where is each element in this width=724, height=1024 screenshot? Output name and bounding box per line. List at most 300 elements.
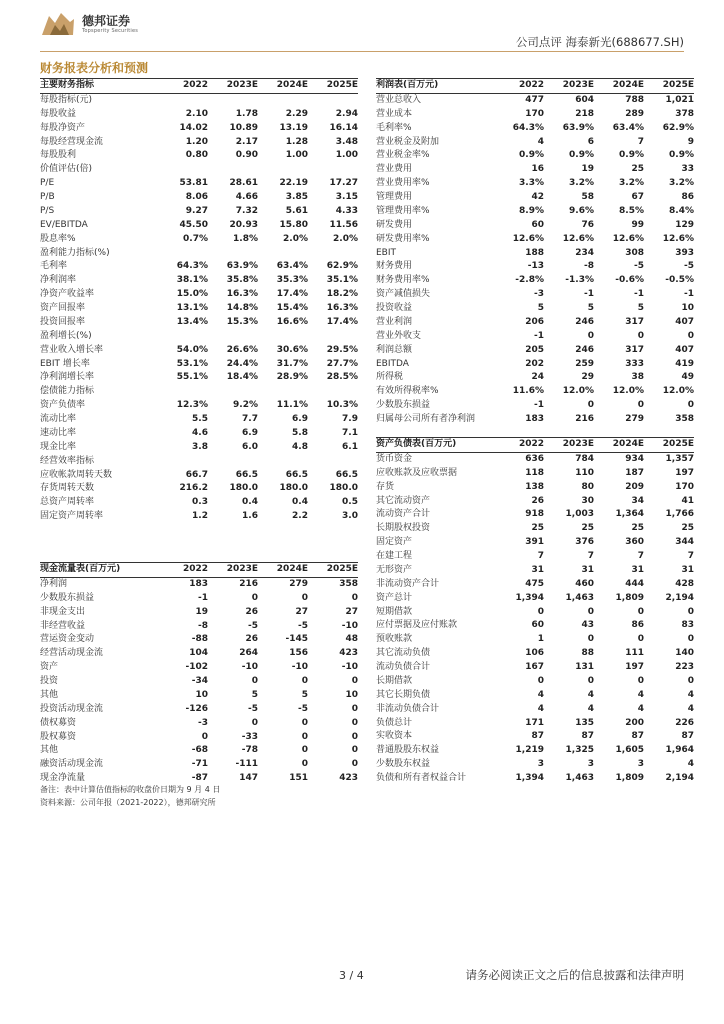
cell-value: 378 (675, 108, 694, 119)
cell-value: 226 (675, 717, 694, 728)
table-title: 现金流量表(百万元) (40, 563, 158, 578)
cell-value: 0 (201, 731, 208, 742)
cell-value: 20.93 (229, 219, 258, 230)
column-header: 2023E (544, 79, 594, 94)
cell-value: 31 (531, 564, 544, 575)
cell-value: 1.6 (242, 511, 258, 522)
row-label: 营业收入增长率 (40, 344, 104, 355)
cell-value: -5 (298, 703, 308, 714)
row-label: 总资产周转率 (40, 497, 95, 508)
cell-value: 18.2% (326, 289, 358, 300)
cell-value: 279 (625, 414, 644, 424)
cell-value: 0 (537, 606, 544, 617)
cell-value: 5.61 (285, 205, 308, 216)
row-label: 债权募资 (40, 717, 77, 728)
cell-value: 423 (339, 648, 358, 659)
cell-value: 0 (687, 330, 694, 341)
row-label: 营业费用 (376, 164, 413, 175)
cell-value: 6.9 (292, 414, 308, 424)
table-row (376, 330, 694, 344)
cell-value: 3.85 (285, 192, 308, 202)
cell-value: 0.7% (183, 233, 208, 244)
cell-value: 156 (289, 648, 308, 659)
row-label: 资产回报率 (40, 303, 86, 313)
cell-value: 26.6% (226, 344, 258, 355)
row-label: 投资活动现金流 (40, 703, 104, 714)
table-row (40, 344, 358, 358)
cell-value: -10 (341, 662, 358, 673)
cell-value: 66.7 (185, 469, 208, 480)
cell-value: 7 (537, 551, 544, 561)
cell-value: 87 (581, 731, 594, 742)
cell-value: 5 (587, 303, 594, 313)
table-row (40, 731, 358, 745)
row-label: 营业总收入 (376, 94, 422, 105)
cell-value: 317 (625, 316, 644, 327)
cell-value: 53.81 (179, 178, 208, 189)
cell-value: 0 (587, 606, 594, 617)
cell-value: 86 (631, 620, 644, 631)
cell-value: -34 (191, 676, 208, 686)
table-row (40, 689, 358, 703)
row-label: 股权募资 (40, 731, 77, 742)
cell-value: 1,364 (615, 509, 644, 520)
cell-value: 0 (587, 400, 594, 411)
cell-value (258, 330, 308, 344)
row-label: 存货周转天数 (40, 483, 95, 494)
cell-value: 0 (687, 634, 694, 645)
cell-value: 12.6% (662, 233, 694, 244)
cell-value: 31.7% (276, 358, 308, 369)
table-row (40, 413, 358, 427)
cell-value: 475 (525, 578, 544, 589)
table-row (40, 399, 358, 413)
cell-value (208, 330, 258, 344)
cell-value: 111 (625, 648, 644, 659)
row-label: 研发费用率% (376, 233, 430, 244)
cell-value: 4 (637, 703, 644, 714)
cell-value: 35.8% (226, 275, 258, 286)
table-title: 资产负债表(百万元) (376, 438, 494, 453)
table-row (376, 758, 694, 772)
cell-value: 407 (675, 344, 694, 355)
cell-value: -5 (298, 620, 308, 631)
cell-value: 7 (637, 551, 644, 561)
row-label: 每股股利 (40, 150, 77, 161)
cell-value: 25 (631, 523, 644, 534)
table-row (376, 772, 694, 786)
cell-value: 42 (531, 192, 544, 202)
cell-value: 3 (587, 759, 594, 770)
cell-value: 9.27 (185, 205, 208, 216)
column-header: 2023E (208, 563, 258, 578)
cell-value: 135 (575, 717, 594, 728)
cell-value: 1,809 (615, 773, 644, 783)
cell-value: 43 (581, 620, 594, 631)
cell-value: 0 (637, 330, 644, 341)
cell-value: 35.3% (276, 275, 308, 286)
cell-value: 106 (525, 648, 544, 659)
cell-value: 2.94 (335, 108, 358, 119)
cell-value (308, 93, 358, 107)
cell-value: 784 (575, 453, 594, 464)
table-row (376, 578, 694, 592)
row-label: 应收帐款周转天数 (40, 469, 113, 480)
table-row (376, 247, 694, 261)
row-label: 偿债能力指标 (40, 386, 95, 397)
cell-value: -5 (684, 261, 694, 272)
table-row (40, 758, 358, 772)
cell-value: 66.5 (235, 469, 258, 480)
cell-value: -1 (684, 289, 694, 300)
cell-value: 24.4% (226, 358, 258, 369)
cell-value: 13.4% (176, 316, 208, 327)
cell-value: 197 (625, 662, 644, 672)
table-row (376, 619, 694, 633)
cell-value: 14.8% (226, 303, 258, 313)
row-label: 普通股股东权益 (376, 745, 440, 756)
cell-value: -0.5% (665, 275, 694, 286)
row-label: 每股指标(元) (40, 94, 93, 105)
cell-value: 0 (301, 676, 308, 686)
table-row (40, 122, 358, 136)
cell-value: 1,964 (665, 745, 694, 756)
row-label: 预收账款 (376, 634, 413, 645)
cell-value: 15.80 (279, 219, 308, 230)
table-row (376, 399, 694, 413)
note-valuation-date: 备注：表中计算估值指标的收盘价日期为 9 月 4 日 (40, 785, 221, 794)
table-row (40, 274, 358, 288)
cell-value: 5.5 (192, 414, 208, 424)
cell-value: 17.27 (329, 178, 358, 189)
table-row (40, 496, 358, 510)
cell-value: 67 (631, 192, 644, 202)
cell-value: 2.29 (285, 108, 308, 119)
cell-value: 0 (637, 400, 644, 411)
table-row (376, 149, 694, 163)
cell-value: 0 (637, 606, 644, 617)
column-header: 2024E (258, 79, 308, 94)
balance-sheet-table (376, 437, 694, 786)
row-label: 管理费用 (376, 192, 413, 202)
cell-value: 2.0% (333, 233, 358, 244)
cell-value: 0 (687, 675, 694, 686)
cell-value: 279 (289, 578, 308, 589)
cell-value: 27 (295, 606, 308, 617)
table-row (376, 108, 694, 122)
cell-value: 7 (637, 136, 644, 147)
row-label: 少数股东损益 (376, 400, 431, 411)
cell-value: 12.6% (512, 233, 544, 244)
cell-value: 7.32 (235, 205, 258, 216)
cell-value: 6.9 (242, 427, 258, 438)
cell-value: 5 (301, 689, 308, 700)
cell-value: 0 (637, 634, 644, 645)
cell-value: 4.66 (235, 192, 258, 202)
cell-value: -87 (191, 773, 208, 784)
table-row (376, 467, 694, 481)
cell-value: -3 (198, 717, 208, 728)
cell-value: -8 (198, 620, 208, 631)
cell-value: 63.4% (276, 261, 308, 272)
cell-value: 63.9% (562, 122, 594, 133)
row-label: 非经营收益 (40, 620, 86, 631)
cell-value: -78 (241, 745, 258, 756)
cell-value: 1.2 (192, 511, 208, 522)
row-label: 营运资金变动 (40, 634, 95, 645)
table-row (40, 592, 358, 606)
table-row (40, 260, 358, 274)
row-label: 毛利率% (376, 122, 412, 133)
cell-value: 6 (587, 136, 594, 147)
column-header: 2025E (644, 438, 694, 453)
cell-value: 4 (687, 689, 694, 700)
column-header: 2023E (208, 79, 258, 94)
cell-value (208, 247, 258, 261)
cell-value: 2.0% (283, 233, 308, 244)
cell-value: 1 (537, 634, 544, 645)
page-number: 3 / 4 (339, 969, 364, 982)
cell-value: 0.5 (342, 497, 358, 508)
cell-value: 31 (631, 564, 644, 575)
cell-value: 423 (339, 773, 358, 784)
cell-value: 8.4% (669, 205, 694, 216)
cell-value: 12.6% (612, 233, 644, 244)
cell-value: 15.3% (226, 316, 258, 327)
cell-value: 2,194 (665, 773, 694, 783)
cell-value: 17.4% (276, 289, 308, 300)
cell-value: 4 (687, 759, 694, 770)
cell-value: 1,766 (665, 509, 694, 520)
table-row (376, 358, 694, 372)
cell-value: -33 (241, 731, 258, 742)
cell-value: 54.0% (176, 344, 208, 355)
cell-value: 197 (675, 467, 694, 478)
cell-value: 170 (675, 481, 694, 492)
cell-value: 0 (637, 675, 644, 686)
cash-flow-table (40, 562, 358, 786)
table-row (40, 482, 358, 496)
cell-value (308, 247, 358, 261)
row-label: 在建工程 (376, 551, 413, 561)
row-label: EBITDA (376, 358, 409, 369)
row-label: 每股收益 (40, 108, 77, 119)
cell-value: 29 (581, 372, 594, 383)
table-row (40, 427, 358, 441)
cell-value: 27.7% (326, 358, 358, 369)
table-row (376, 413, 694, 427)
table-row (40, 108, 358, 122)
row-label: EV/EBITDA (40, 219, 88, 230)
cell-value: 0.3 (192, 497, 208, 508)
cell-value (308, 385, 358, 399)
cell-value: 0 (587, 330, 594, 341)
row-label: 投资 (40, 676, 59, 686)
cell-value: -102 (185, 662, 208, 673)
cell-value (258, 385, 308, 399)
cell-value: 3 (537, 759, 544, 770)
cell-value: 34 (631, 495, 644, 506)
cell-value: 26 (245, 634, 258, 645)
cell-value: 48 (345, 634, 358, 645)
cell-value: 1,325 (565, 745, 594, 756)
cell-value: 62.9% (662, 122, 694, 133)
cell-value: 11.6% (512, 386, 544, 397)
cell-value: 9.2% (233, 400, 258, 411)
table-row (376, 316, 694, 330)
cell-value: 1.00 (285, 150, 308, 161)
cell-value: 12.0% (662, 386, 694, 397)
note-data-source: 资料来源：公司年报（2021-2022），德邦研究所 (40, 798, 216, 807)
row-label: 利润总额 (376, 344, 413, 355)
cell-value (158, 163, 208, 177)
cell-value: 1,394 (515, 773, 544, 783)
table-row (40, 469, 358, 483)
table-row (40, 620, 358, 634)
cell-value: 246 (575, 316, 594, 327)
cell-value: 187 (625, 467, 644, 478)
table-row (376, 495, 694, 509)
cell-value: 4 (537, 703, 544, 714)
cell-value: 28.9% (276, 372, 308, 383)
cell-value: 38.1% (176, 275, 208, 286)
table-row (376, 219, 694, 233)
cell-value: 4.8 (292, 441, 308, 452)
cell-value: 918 (525, 509, 544, 520)
cell-value: 1.8% (233, 233, 258, 244)
cell-value: 3.8 (192, 441, 208, 452)
cell-value: 28.5% (326, 372, 358, 383)
cell-value: 0 (351, 676, 358, 686)
cell-value: 30 (581, 495, 594, 506)
table-header-row (40, 563, 358, 578)
column-header: 2022 (494, 79, 544, 94)
cell-value: 140 (675, 648, 694, 659)
cell-value: 216 (575, 414, 594, 424)
cell-value (308, 330, 358, 344)
cell-value: 246 (575, 344, 594, 355)
table-row (40, 675, 358, 689)
cell-value: 0 (351, 759, 358, 770)
cell-value: 1,357 (665, 453, 694, 464)
row-label: 其它流动资产 (376, 495, 431, 506)
table-row (40, 177, 358, 191)
table-row (40, 577, 358, 591)
cell-value: -5 (248, 703, 258, 714)
row-label: 资产负债率 (40, 400, 86, 411)
cell-value: 118 (525, 467, 544, 478)
header-divider (40, 51, 684, 52)
cell-value: 180.0 (229, 483, 258, 494)
cell-value: 63.9% (226, 261, 258, 272)
cell-value: 202 (525, 358, 544, 369)
table-row (376, 274, 694, 288)
column-header: 2024E (594, 438, 644, 453)
row-label: 资产总计 (376, 592, 413, 603)
table-row (40, 385, 358, 399)
cell-value: 88 (581, 648, 594, 659)
cell-value: 64.3% (512, 122, 544, 133)
cell-value: 4 (537, 136, 544, 147)
cell-value: 129 (675, 219, 694, 230)
row-label: 财务费用 (376, 261, 413, 272)
cell-value: -5 (248, 620, 258, 631)
cell-value: 63.4% (612, 122, 644, 133)
row-label: 其它流动负债 (376, 648, 431, 659)
cell-value: 636 (525, 453, 544, 464)
cell-value: -13 (527, 261, 544, 272)
row-label: 毛利率 (40, 261, 68, 272)
row-label: 营业费用率% (376, 178, 430, 189)
cell-value: 11.1% (276, 400, 308, 411)
cell-value: 15.4% (276, 303, 308, 313)
row-label: 负债和所有者权益合计 (376, 773, 467, 783)
cell-value: 259 (575, 358, 594, 369)
cell-value: 31 (681, 564, 694, 575)
cell-value: 460 (575, 578, 594, 589)
row-label: 股息率% (40, 233, 76, 244)
row-label: 有效所得税率% (376, 386, 439, 397)
table-row (40, 455, 358, 469)
row-label: P/B (40, 192, 55, 202)
column-header: 2025E (644, 79, 694, 94)
row-label: 净利润增长率 (40, 372, 95, 383)
row-label: 研发费用 (376, 219, 413, 230)
table-row (40, 633, 358, 647)
cell-value: 7.1 (342, 427, 358, 438)
row-label: 非流动负债合计 (376, 703, 440, 714)
cell-value: 147 (239, 773, 258, 784)
cell-value: 16.3% (326, 303, 358, 313)
table-header-row (376, 438, 694, 453)
row-label: 价值评估(倍) (40, 164, 93, 175)
cell-value: 26 (245, 606, 258, 617)
row-label: 应收账款及应收票据 (376, 467, 458, 478)
cell-value: 19 (195, 606, 208, 617)
cell-value: 7 (687, 551, 694, 561)
cell-value: 6.1 (342, 441, 358, 452)
row-label: 实收资本 (376, 731, 413, 742)
cell-value: 31 (581, 564, 594, 575)
cell-value: 8.9% (519, 205, 544, 216)
cell-value: 0 (301, 592, 308, 603)
cell-value: -88 (191, 634, 208, 645)
cell-value: 10.3% (326, 400, 358, 411)
cell-value: 1.00 (335, 150, 358, 161)
cell-value: 308 (625, 247, 644, 258)
table-row (40, 358, 358, 372)
cell-value: 444 (625, 578, 644, 589)
cell-value: 1.78 (235, 108, 258, 119)
cell-value: 76 (581, 219, 594, 230)
table-row (40, 302, 358, 316)
row-label: 净利润 (40, 578, 68, 589)
table-row (40, 371, 358, 385)
table-row (376, 302, 694, 316)
table-row (40, 606, 358, 620)
table-row (376, 452, 694, 466)
cell-value: 30.6% (276, 344, 308, 355)
table-row (40, 93, 358, 107)
cell-value: 25 (531, 523, 544, 534)
cell-value: 0 (351, 745, 358, 756)
cell-value: 788 (625, 94, 644, 105)
table-row (376, 93, 694, 107)
cell-value: 934 (625, 453, 644, 464)
cell-value: 7 (587, 551, 594, 561)
cell-value: 167 (525, 662, 544, 672)
cell-value: 64.3% (176, 261, 208, 272)
